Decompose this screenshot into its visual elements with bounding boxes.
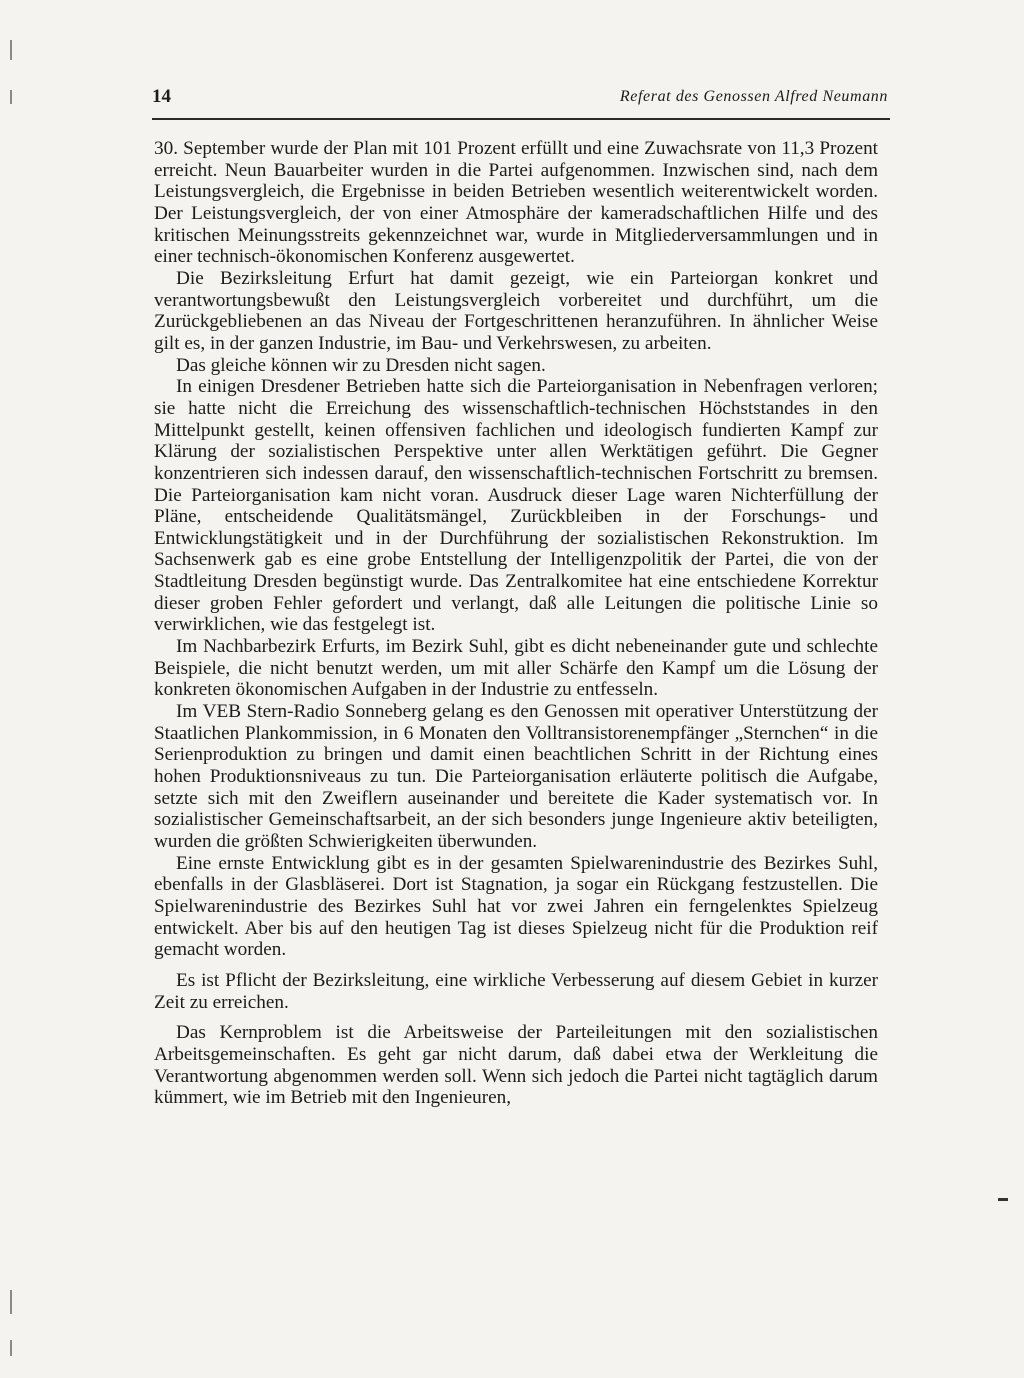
margin-dash-mark xyxy=(998,1198,1008,1201)
paragraph: Im Nachbarbezirk Erfurts, im Bezirk Suhl, gibt es dicht nebeneinander gute und schlechte Beispiele, die nicht benutzt werden, um mit aller Schärfe den Kampf um die Lösung der konkreten ökonomischen Aufgaben in der Industrie zu entfesseln. xyxy=(154,636,878,701)
scan-edge-mark xyxy=(10,1290,12,1314)
paragraph: 30. September wurde der Plan mit 101 Prozent erfüllt und eine Zuwachsrate von 11,3 Prozent erreicht. Neun Bauarbeiter wurden in die Partei aufgenommen. Inzwischen sind, nach dem Leistungsvergleich, die Ergebnisse in beiden Betrieben wesentlich weiterentwickelt worden. Der Leistungsvergleich, der von einer Atmosphäre der kameradschaftlichen Hilfe und des kritischen Meinungsstreits gekennzeichnet war, wurde in Mitgliederversammlungen und in einer technisch-ökonomischen Konferenz ausgewertet. xyxy=(154,138,878,268)
paragraph: Im VEB Stern-Radio Sonneberg gelang es den Genossen mit operativer Unterstützung der Staatlichen Plankommission, in 6 Monaten den Volltransistorenempfänger „Sternchen“ in die Serienproduktion zu bringen und damit einen beachtlichen Schritt in der Richtung eines hohen Produktionsniveaus zu tun. Die Parteiorganisation erläuterte politisch die Aufgabe, setzte sich mit den Zweiflern auseinander und bereitete die Kader systematisch vor. In sozialistischer Gemeinschaftsarbeit, an der sich besonders junge Ingenieure aktiv beteiligten, wurden die größten Schwierigkeiten überwunden. xyxy=(154,701,878,852)
paragraph: Die Bezirksleitung Erfurt hat damit gezeigt, wie ein Parteiorgan konkret und verantwortungsbewußt den Leistungsvergleich vorbereitet und durchführt, um die Zurückgebliebenen an das Niveau der Fortgeschrittenen heranzuführen. In ähnlicher Weise gilt es, in der ganzen Industrie, im Bau- und Verkehrswesen, zu arbeiten. xyxy=(154,267,878,354)
paragraph: Das Kernproblem ist die Arbeitsweise der Parteileitungen mit den sozialistischen Arbeitsgemeinschaften. Es geht gar nicht darum, daß dabei etwa der Werkleitung die Verantwortung abgenommen werden soll. Wenn sich jedoch die Partei nicht tagtäglich darum kümmert, wie im Betrieb mit den Ingenieuren, xyxy=(154,1022,878,1109)
paragraph: In einigen Dresdener Betrieben hatte sich die Parteiorganisation in Nebenfragen verloren; sie hatte nicht die Erreichung des wissenschaftlich-technischen Höchststandes in den Mittelpunkt gestellt, keinen offensiven fachlichen und ideologisch fundierten Kampf zur Klärung der sozialistischen Perspektive unter allen Werktätigen geführt. Die Gegner konzentrieren sich indessen darauf, den wissenschaftlich-technischen Fortschritt zu bremsen. Die Parteiorganisation kam nicht voran. Ausdruck dieser Lage waren Nichterfüllung der Pläne, entscheidende Qualitätsmängel, Zurückbleiben in der Forschungs- und Entwicklungstätigkeit und in der Durchführung der sozialistischen Rekonstruktion. Im Sachsenwerk gab es eine grobe Entstellung der Intelligenzpolitik der Partei, die von der Stadtleitung Dresden begünstigt wurde. Das Zentralkomitee hat eine entschiedene Korrektur dieser groben Fehler gefordert und verlangt, daß alle Leitungen die politische Linie so verwirklichen, wie das festgelegt ist. xyxy=(154,376,878,636)
scan-edge-mark xyxy=(10,90,12,104)
paragraph: Das gleiche können wir zu Dresden nicht sagen. xyxy=(176,354,546,376)
running-head: Referat des Genossen Alfred Neumann xyxy=(619,88,888,105)
paragraph: Eine ernste Entwicklung gibt es in der gesamten Spielwarenindustrie des Bezirkes Suhl, ebenfalls in der Glasbläserei. Dort ist Stagnation, ja sogar ein Rückgang festzustellen. Die Spielwarenindustrie des Bezirkes Suhl hat vor zwei Jahren ein ferngelenktes Spielzeug entwickelt. Aber bis auf den heutigen Tag ist dieses Spielzeug nicht für die Produktion reif gemacht worden. xyxy=(154,852,878,961)
body-text xyxy=(154,138,878,1109)
scan-edge-mark xyxy=(10,40,12,60)
page-number: 14 xyxy=(152,86,171,107)
scan-edge-mark xyxy=(10,1340,12,1356)
paragraph: Es ist Pflicht der Bezirksleitung, eine wirkliche Verbesserung auf diesem Gebiet in kurzer Zeit zu erreichen. xyxy=(154,969,878,1013)
page-header xyxy=(152,84,890,120)
